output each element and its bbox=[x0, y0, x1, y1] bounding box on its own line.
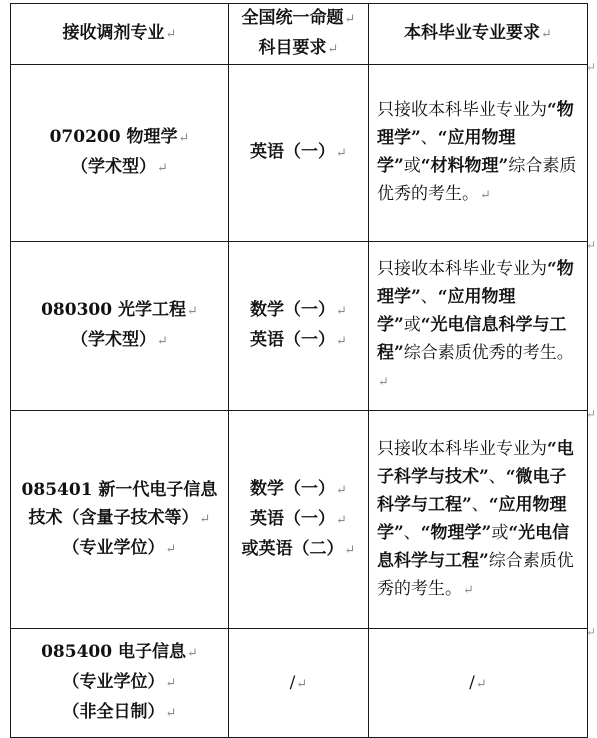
header-major: 接收调剂专业↵ bbox=[11, 4, 229, 65]
adjustment-requirements-table bbox=[10, 3, 588, 738]
subject-cell: /↵ bbox=[229, 629, 369, 738]
table-row bbox=[11, 65, 588, 242]
row-end-mark: ↵ bbox=[585, 625, 596, 639]
table-row bbox=[11, 411, 588, 629]
row-end-mark: ↵ bbox=[585, 60, 596, 74]
major-cell: 085400 电子信息↵ （专业学位）↵ （非全日制）↵ bbox=[11, 629, 229, 738]
subject-cell: 数学（一）↵ 英语（一）↵ 或英语（二）↵ bbox=[229, 411, 369, 629]
requirement-cell: 只接收本科毕业专业为“电子科学与技术”、“微电子科学与工程”、“应用物理学”、“物理学”或“光电信息科学与工程”综合素质优秀的考生。↵ bbox=[369, 411, 588, 629]
header-requirement: 本科毕业专业要求↵ bbox=[369, 4, 588, 65]
row-end-mark: ↵ bbox=[585, 238, 596, 252]
subject-cell: 数学（一）↵ 英语（一）↵ bbox=[229, 242, 369, 411]
subject-cell: 英语（一）↵ bbox=[229, 65, 369, 242]
table-row bbox=[11, 242, 588, 411]
row-end-mark: ↵ bbox=[585, 407, 596, 421]
table-row bbox=[11, 629, 588, 738]
header-row bbox=[11, 4, 588, 65]
major-cell: 080300 光学工程↵ （学术型）↵ bbox=[11, 242, 229, 411]
major-cell: 085401 新一代电子信息 技术（含量子技术等）↵ （专业学位）↵ bbox=[11, 411, 229, 629]
requirement-cell: 只接收本科毕业专业为“物理学”、“应用物理学”或“材料物理”综合素质优秀的考生。↵ bbox=[369, 65, 588, 242]
major-cell: 070200 物理学↵ （学术型）↵ bbox=[11, 65, 229, 242]
requirement-cell: 只接收本科毕业专业为“物理学”、“应用物理学”或“光电信息科学与工程”综合素质优秀的考生。↵ bbox=[369, 242, 588, 411]
requirement-cell: /↵ bbox=[369, 629, 588, 738]
header-subject: 全国统一命题↵ 科目要求↵ bbox=[229, 4, 369, 65]
